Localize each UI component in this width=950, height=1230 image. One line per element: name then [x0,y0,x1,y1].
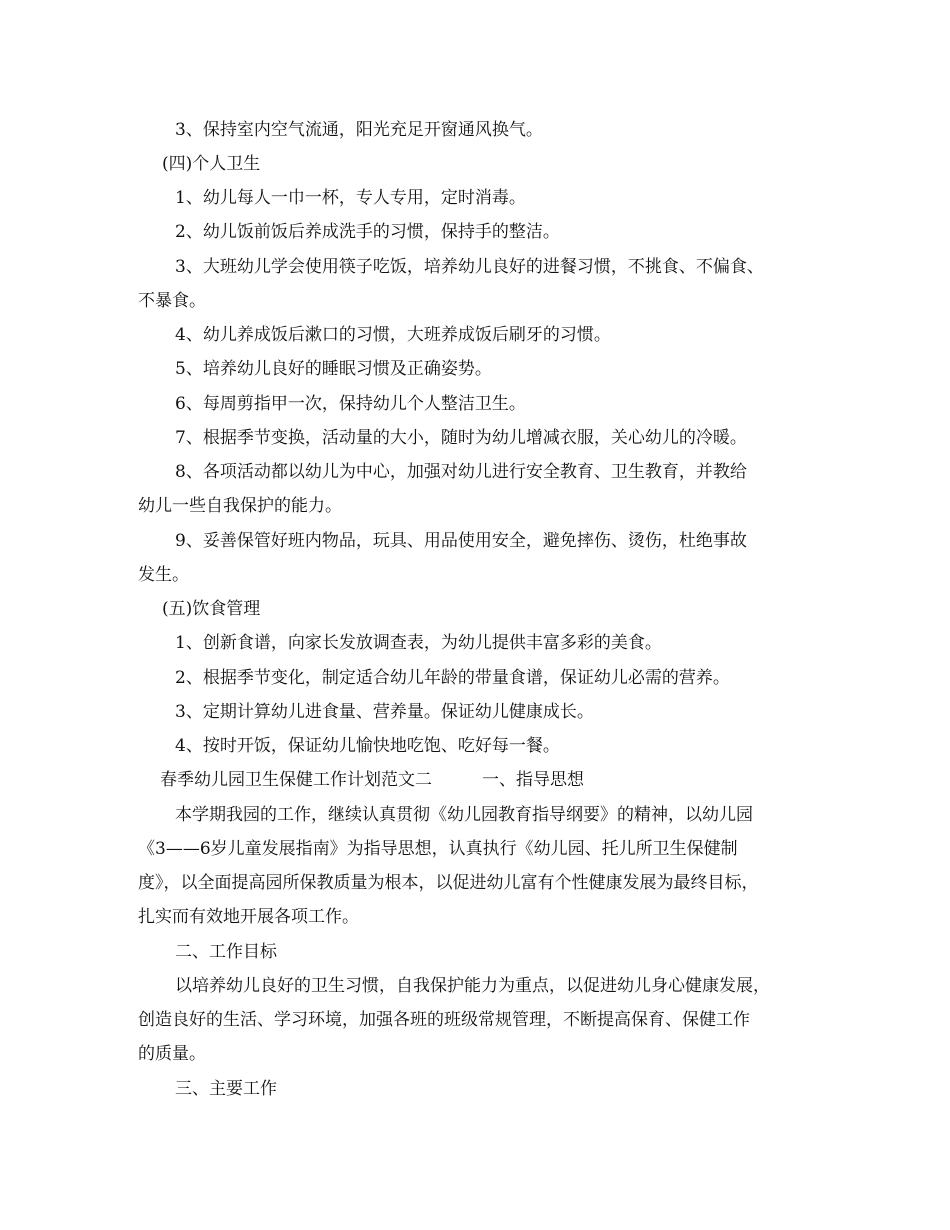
text-line: 3、保持室内空气流通，阳光充足开窗通风换气。 [175,120,543,140]
text-line: 扎实而有效地开展各项工作。 [138,907,359,927]
text-line: 3、定期计算幼儿进食量、营养量。保证幼儿健康成长。 [175,702,594,722]
text-line: 不暴食。 [138,291,206,311]
text-line: 2、幼儿饭前饭后养成洗手的习惯，保持手的整洁。 [175,222,560,242]
text-line: 6、每周剪指甲一次，保持幼儿个人整洁卫生。 [175,394,526,414]
section-heading: (五)饮食管理 [162,599,261,619]
text-line: 3、大班幼儿学会使用筷子吃饭，培养幼儿良好的进餐习惯，不挑食、不偏食、 [175,257,764,277]
section-heading: (四)个人卫生 [162,154,261,174]
text-line: 1、幼儿每人一巾一杯，专人专用，定时消毒。 [175,188,526,208]
section-heading: 二、工作目标 [175,942,277,962]
text-line: 2、根据季节变化，制定适合幼儿年龄的带量食谱，保证幼儿必需的营养。 [175,668,730,688]
text-line: 度》，以全面提高园所保教质量为根本，以促进幼儿富有个性健康发展为最终目标， [138,873,759,893]
text-line: 4、按时开饭，保证幼儿愉快地吃饱、吃好每一餐。 [175,736,560,756]
text-line: 8、各项活动都以幼儿为中心，加强对幼儿进行安全教育、卫生教育，并教给 [175,462,747,482]
text-line: 5、培养幼儿良好的睡眠习惯及正确姿势。 [175,359,492,379]
text-line: 本学期我园的工作，继续认真贯彻《幼儿园教育指导纲要》的精神，以幼儿园 [175,805,753,825]
text-line: 的质量。 [138,1044,206,1064]
text-line: 7、根据季节变换，活动量的大小，随时为幼儿增减衣服，关心幼儿的冷暖。 [175,428,747,448]
text-line: 1、创新食谱，向家长发放调查表，为幼儿提供丰富多彩的美食。 [175,633,662,653]
text-line: 发生。 [138,565,189,585]
section-heading: 一、指导思想 [482,770,584,790]
section-heading: 三、主要工作 [175,1079,277,1099]
text-line: 幼儿一些自我保护的能力。 [138,496,342,516]
text-line: 《3——6岁儿童发展指南》为指导思想，认真执行《幼儿园、托儿所卫生保健制 [138,839,738,859]
text-line: 以培养幼儿良好的卫生习惯，自我保护能力为重点，以促进幼儿身心健康发展， [175,976,770,996]
text-line: 9、妥善保管好班内物品，玩具、用品使用安全，避免摔伤、烫伤，杜绝事故 [175,531,747,551]
text-line: 4、幼儿养成饭后漱口的习惯，大班养成饭后刷牙的习惯。 [175,325,611,345]
title-line [160,769,584,791]
article-title: 春季幼儿园卫生保健工作计划范文二 [160,770,432,790]
text-line: 创造良好的生活、学习环境，加强各班的班级常规管理，不断提高保育、保健工作 [138,1010,750,1030]
